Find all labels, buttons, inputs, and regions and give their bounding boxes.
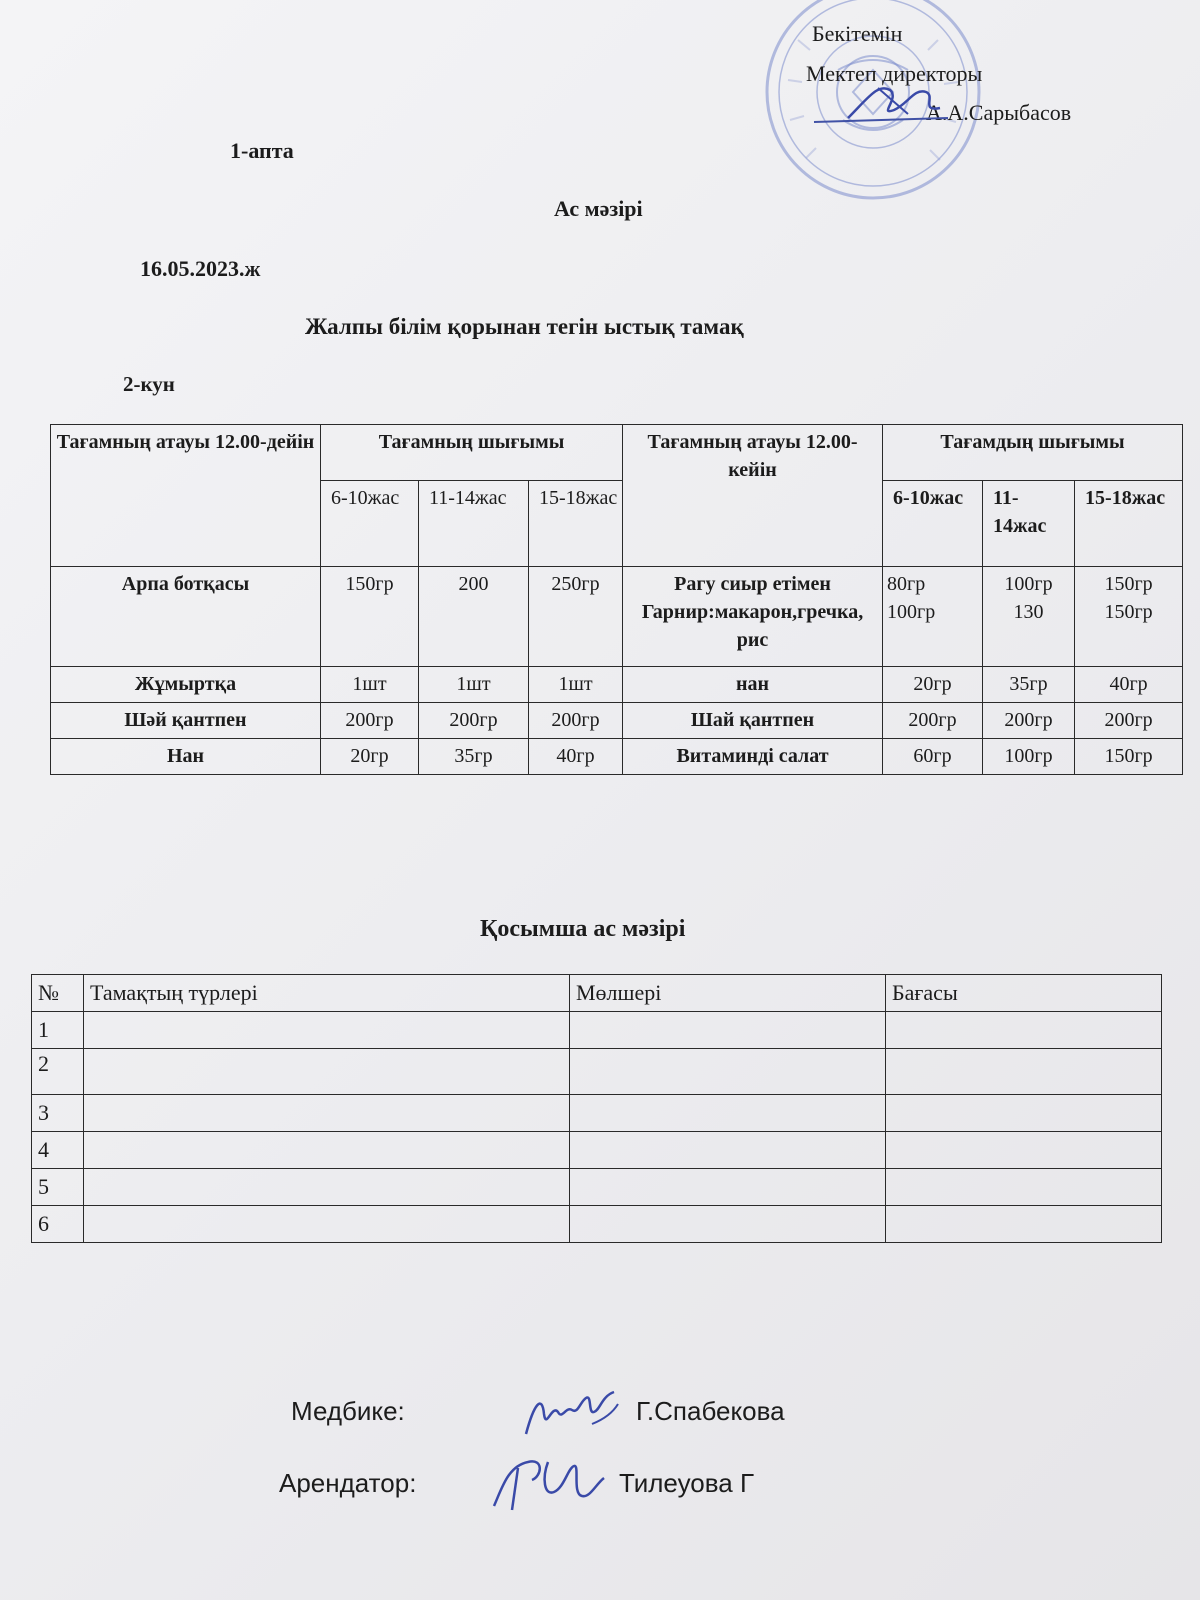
yield-value: 200гр (1075, 703, 1183, 739)
table-row (51, 703, 1183, 739)
table-header-row (32, 975, 1162, 1012)
empty-cell (570, 1132, 886, 1169)
table-row (32, 1095, 1162, 1132)
header-yield-before: Тағамның шығымы (321, 425, 623, 481)
tenant-signature-icon (488, 1448, 608, 1518)
yield-value: 60гр (883, 739, 983, 775)
yield-value: 200гр (883, 703, 983, 739)
age-header: 15-18жас (1075, 481, 1183, 567)
empty-cell (84, 1206, 570, 1243)
empty-cell (570, 1012, 886, 1049)
header-food-name-before: Тағамның атауы 12.00-дейін (51, 425, 321, 567)
column-header-price: Бағасы (886, 975, 1162, 1012)
row-number: 6 (32, 1206, 84, 1243)
age-header: 11-14жас (419, 481, 529, 567)
table-row (32, 1012, 1162, 1049)
food-name: нан (623, 667, 883, 703)
yield-value: 200 (419, 567, 529, 667)
empty-cell (570, 1049, 886, 1095)
row-number: 4 (32, 1132, 84, 1169)
empty-cell (84, 1095, 570, 1132)
age-header: 15-18жас (529, 481, 623, 567)
yield-value: 150гр (321, 567, 419, 667)
table-row (32, 1206, 1162, 1243)
nurse-signature-icon (522, 1384, 622, 1444)
yield-value: 200гр (529, 703, 623, 739)
row-number: 2 (32, 1049, 84, 1095)
header-food-name-after: Тағамның атауы 12.00-кейін (623, 425, 883, 567)
food-name: Жұмыртқа (51, 667, 321, 703)
yield-value: 200гр (321, 703, 419, 739)
week-label: 1-апта (230, 138, 294, 163)
day-label: 2-кун (123, 372, 175, 396)
menu-table (50, 424, 1183, 775)
table-row (51, 567, 1183, 667)
yield-value: 150гр (1075, 739, 1183, 775)
food-name: Шәй қантпен (51, 703, 321, 739)
yield-value: 20гр (883, 667, 983, 703)
empty-cell (570, 1169, 886, 1206)
yield-value: 35гр (419, 739, 529, 775)
food-name: Рагу сиыр етімен Гарнир:макарон,гречка, рис (623, 567, 883, 667)
age-header: 11-14жас (983, 481, 1075, 567)
table-row (32, 1169, 1162, 1206)
document-title: Ас мәзірі (554, 196, 643, 221)
food-name: Арпа ботқасы (51, 567, 321, 667)
table-row (32, 1132, 1162, 1169)
yield-value: 100гр 130 (983, 567, 1075, 667)
director-signature-icon (808, 78, 978, 128)
yield-value: 150гр 150гр (1075, 567, 1183, 667)
empty-cell (886, 1049, 1162, 1095)
empty-cell (84, 1012, 570, 1049)
approval-line-2: Мектеп директоры (806, 61, 983, 86)
table-row (32, 1049, 1162, 1095)
nurse-label: Медбике: (291, 1396, 405, 1426)
empty-cell (886, 1132, 1162, 1169)
yield-value: 80гр 100гр (883, 567, 983, 667)
row-number: 5 (32, 1169, 84, 1206)
food-name: Шай қантпен (623, 703, 883, 739)
age-header: 6-10жас (883, 481, 983, 567)
column-header-number: № (32, 975, 84, 1012)
row-number: 1 (32, 1012, 84, 1049)
empty-cell (886, 1206, 1162, 1243)
yield-value: 20гр (321, 739, 419, 775)
empty-cell (84, 1132, 570, 1169)
yield-value: 100гр (983, 739, 1075, 775)
yield-value: 200гр (419, 703, 529, 739)
approval-line-3: А.А.Сарыбасов (926, 100, 1072, 125)
yield-value: 1шт (529, 667, 623, 703)
approval-line-1: Бекітемін (812, 21, 903, 46)
yield-value: 200гр (983, 703, 1075, 739)
empty-cell (84, 1169, 570, 1206)
empty-cell (886, 1095, 1162, 1132)
yield-value: 1шт (321, 667, 419, 703)
table-row (51, 739, 1183, 775)
empty-cell (84, 1049, 570, 1095)
empty-cell (570, 1206, 886, 1243)
food-name: Нан (51, 739, 321, 775)
extra-menu-table (31, 974, 1162, 1243)
food-name: Витаминді салат (623, 739, 883, 775)
yield-value: 1шт (419, 667, 529, 703)
empty-cell (886, 1169, 1162, 1206)
empty-cell (570, 1095, 886, 1132)
age-header: 6-10жас (321, 481, 419, 567)
row-number: 3 (32, 1095, 84, 1132)
nurse-name: Г.Спабекова (636, 1396, 785, 1426)
menu-subtitle: Жалпы білім қорынан тегін ыстық тамақ (305, 314, 744, 339)
table-row (51, 667, 1183, 703)
extra-menu-title: Қосымша ас мәзірі (480, 916, 686, 942)
header-yield-after: Тағамдың шығымы (883, 425, 1183, 481)
empty-cell (886, 1012, 1162, 1049)
yield-value: 250гр (529, 567, 623, 667)
column-header-amount: Мөлшері (570, 975, 886, 1012)
tenant-label: Арендатор: (279, 1468, 417, 1498)
column-header-food-types: Тамақтың түрлері (84, 975, 570, 1012)
tenant-name: Тилеуова Г (619, 1468, 755, 1498)
menu-date: 16.05.2023.ж (140, 256, 261, 281)
yield-value: 40гр (529, 739, 623, 775)
yield-value: 40гр (1075, 667, 1183, 703)
yield-value: 35гр (983, 667, 1075, 703)
